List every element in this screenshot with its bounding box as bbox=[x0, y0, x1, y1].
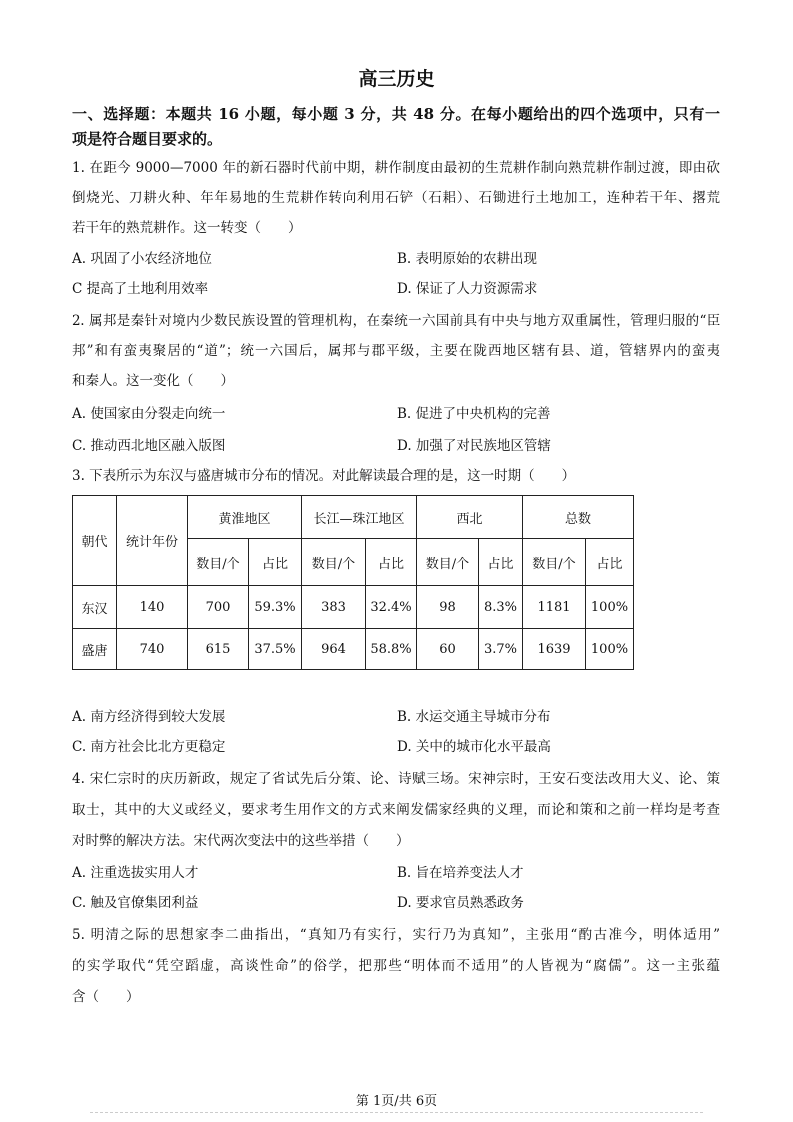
q2-stem-line-1: 2. 属邦是秦针对境内少数民族设置的管理机构，在秦统一六国前具有中央与地方双重属性，管理归服的“臣 bbox=[72, 313, 720, 329]
q4-stem-line-2: 取士，其中的大义或经义，要求考生用作文的方式来阐发儒家经典的义理，而论和策和之前一样均是考查 bbox=[72, 802, 720, 818]
cell: 37.5% bbox=[249, 629, 302, 670]
q3-option-d[interactable]: D. 关中的城市化水平最高 bbox=[397, 739, 551, 755]
cell: 700 bbox=[188, 586, 249, 629]
q5-stem-line-1: 5. 明清之际的思想家李二曲指出，“真知乃有实行，实行乃为真知”，主张用“酌古准今，明体适用” bbox=[72, 927, 720, 943]
q1-stem-line-1: 1. 在距今 9000—7000 年的新石器时代前中期，耕作制度由最初的生荒耕作制向熟荒耕作制过渡，即由砍 bbox=[72, 160, 720, 176]
q5-stem-line-3: 含（ ） bbox=[72, 989, 140, 1005]
q3-option-a[interactable]: A. 南方经济得到较大发展 bbox=[72, 709, 226, 725]
q2-stem-line-2: 邦”和有蛮夷聚居的“道”；统一六国后，属邦与郡平级，主要在陇西地区辖有县、道，管辖界内的蛮夷 bbox=[72, 343, 720, 359]
q3-option-c[interactable]: C. 南方社会比北方更稳定 bbox=[72, 739, 226, 755]
subheader-share: 占比 bbox=[586, 539, 634, 586]
q3-stem-line-1: 3. 下表所示为东汉与盛唐城市分布的情况。对此解读最合理的是，这一时期（ ） bbox=[72, 468, 576, 484]
q1-stem-line-2: 倒烧光、刀耕火种、年年易地的生荒耕作转向利用石铲（石耜）、石锄进行土地加工，连种若干年、撂荒 bbox=[72, 190, 720, 206]
table-row bbox=[73, 586, 634, 629]
cell: 964 bbox=[302, 629, 366, 670]
cell: 1639 bbox=[523, 629, 586, 670]
subheader-count: 数目/个 bbox=[523, 539, 586, 586]
q5-stem-line-2: 的实学取代“凭空蹈虚，高谈性命”的俗学，把那些“明体而不适用”的人皆视为“腐儒”。这一主张蕴 bbox=[72, 958, 720, 974]
page-number: 第 1页/共 6页 bbox=[355, 1094, 438, 1109]
cell: 盛唐 bbox=[73, 629, 117, 670]
q1-option-d[interactable]: D. 保证了人力资源需求 bbox=[397, 281, 538, 297]
cell: 1181 bbox=[523, 586, 586, 629]
subheader-count: 数目/个 bbox=[302, 539, 366, 586]
cell: 3.7% bbox=[479, 629, 523, 670]
cell: 100% bbox=[586, 586, 634, 629]
q2-option-c[interactable]: C. 推动西北地区融入版图 bbox=[72, 438, 226, 454]
cell: 140 bbox=[117, 586, 188, 629]
q4-option-a[interactable]: A. 注重选拔实用人才 bbox=[72, 865, 199, 881]
q4-option-b[interactable]: B. 旨在培养变法人才 bbox=[397, 865, 524, 881]
q1-option-a[interactable]: A. 巩固了小农经济地位 bbox=[72, 251, 212, 267]
header-total: 总数 bbox=[523, 496, 634, 539]
q4-option-c[interactable]: C. 触及官僚集团利益 bbox=[72, 895, 199, 911]
cell: 8.3% bbox=[479, 586, 523, 629]
q4-stem-line-1: 4. 宋仁宗时的庆历新政，规定了省试先后分策、论、诗赋三场。宋神宗时，王安石变法改用大义、论、策 bbox=[72, 771, 720, 787]
section-heading-line-2: 项是符合题目要求的。 bbox=[72, 130, 223, 148]
cell: 740 bbox=[117, 629, 188, 670]
city-distribution-table bbox=[72, 495, 634, 670]
cell: 383 bbox=[302, 586, 366, 629]
cell: 58.8% bbox=[366, 629, 417, 670]
q3-option-b[interactable]: B. 水运交通主导城市分布 bbox=[397, 709, 551, 725]
header-year: 统计年份 bbox=[117, 496, 188, 586]
header-huanghuai: 黄淮地区 bbox=[188, 496, 302, 539]
q2-option-b[interactable]: B. 促进了中央机构的完善 bbox=[397, 406, 551, 422]
page-title: 高三历史 bbox=[358, 68, 435, 90]
subheader-share: 占比 bbox=[479, 539, 523, 586]
table-row bbox=[73, 629, 634, 670]
header-xibei: 西北 bbox=[417, 496, 523, 539]
footer-divider bbox=[90, 1112, 703, 1113]
cell: 32.4% bbox=[366, 586, 417, 629]
cell: 100% bbox=[586, 629, 634, 670]
subheader-share: 占比 bbox=[366, 539, 417, 586]
q2-stem-line-3: 和秦人。这一变化（ ） bbox=[72, 373, 234, 389]
q1-option-b[interactable]: B. 表明原始的农耕出现 bbox=[397, 251, 538, 267]
subheader-count: 数目/个 bbox=[417, 539, 479, 586]
cell: 59.3% bbox=[249, 586, 302, 629]
cell: 615 bbox=[188, 629, 249, 670]
cell: 东汉 bbox=[73, 586, 117, 629]
section-heading-line-1: 一、选择题：本题共 16 小题，每小题 3 分，共 48 分。在每小题给出的四个选项中，只有一 bbox=[72, 105, 720, 123]
q2-option-d[interactable]: D. 加强了对民族地区管辖 bbox=[397, 438, 551, 454]
q2-option-a[interactable]: A. 使国家由分裂走向统一 bbox=[72, 406, 226, 422]
q4-option-d[interactable]: D. 要求官员熟悉政务 bbox=[397, 895, 524, 911]
q4-stem-line-3: 对时弊的解决方法。宋代两次变法中的这些举措（ ） bbox=[72, 833, 410, 849]
subheader-count: 数目/个 bbox=[188, 539, 249, 586]
header-changjiang: 长江—珠江地区 bbox=[302, 496, 417, 539]
subheader-share: 占比 bbox=[249, 539, 302, 586]
cell: 60 bbox=[417, 629, 479, 670]
q1-stem-line-3: 若干年的熟荒耕作。这一转变（ ） bbox=[72, 220, 302, 236]
cell: 98 bbox=[417, 586, 479, 629]
q1-option-c[interactable]: C 提高了土地利用效率 bbox=[72, 281, 209, 297]
header-dynasty: 朝代 bbox=[73, 496, 117, 586]
